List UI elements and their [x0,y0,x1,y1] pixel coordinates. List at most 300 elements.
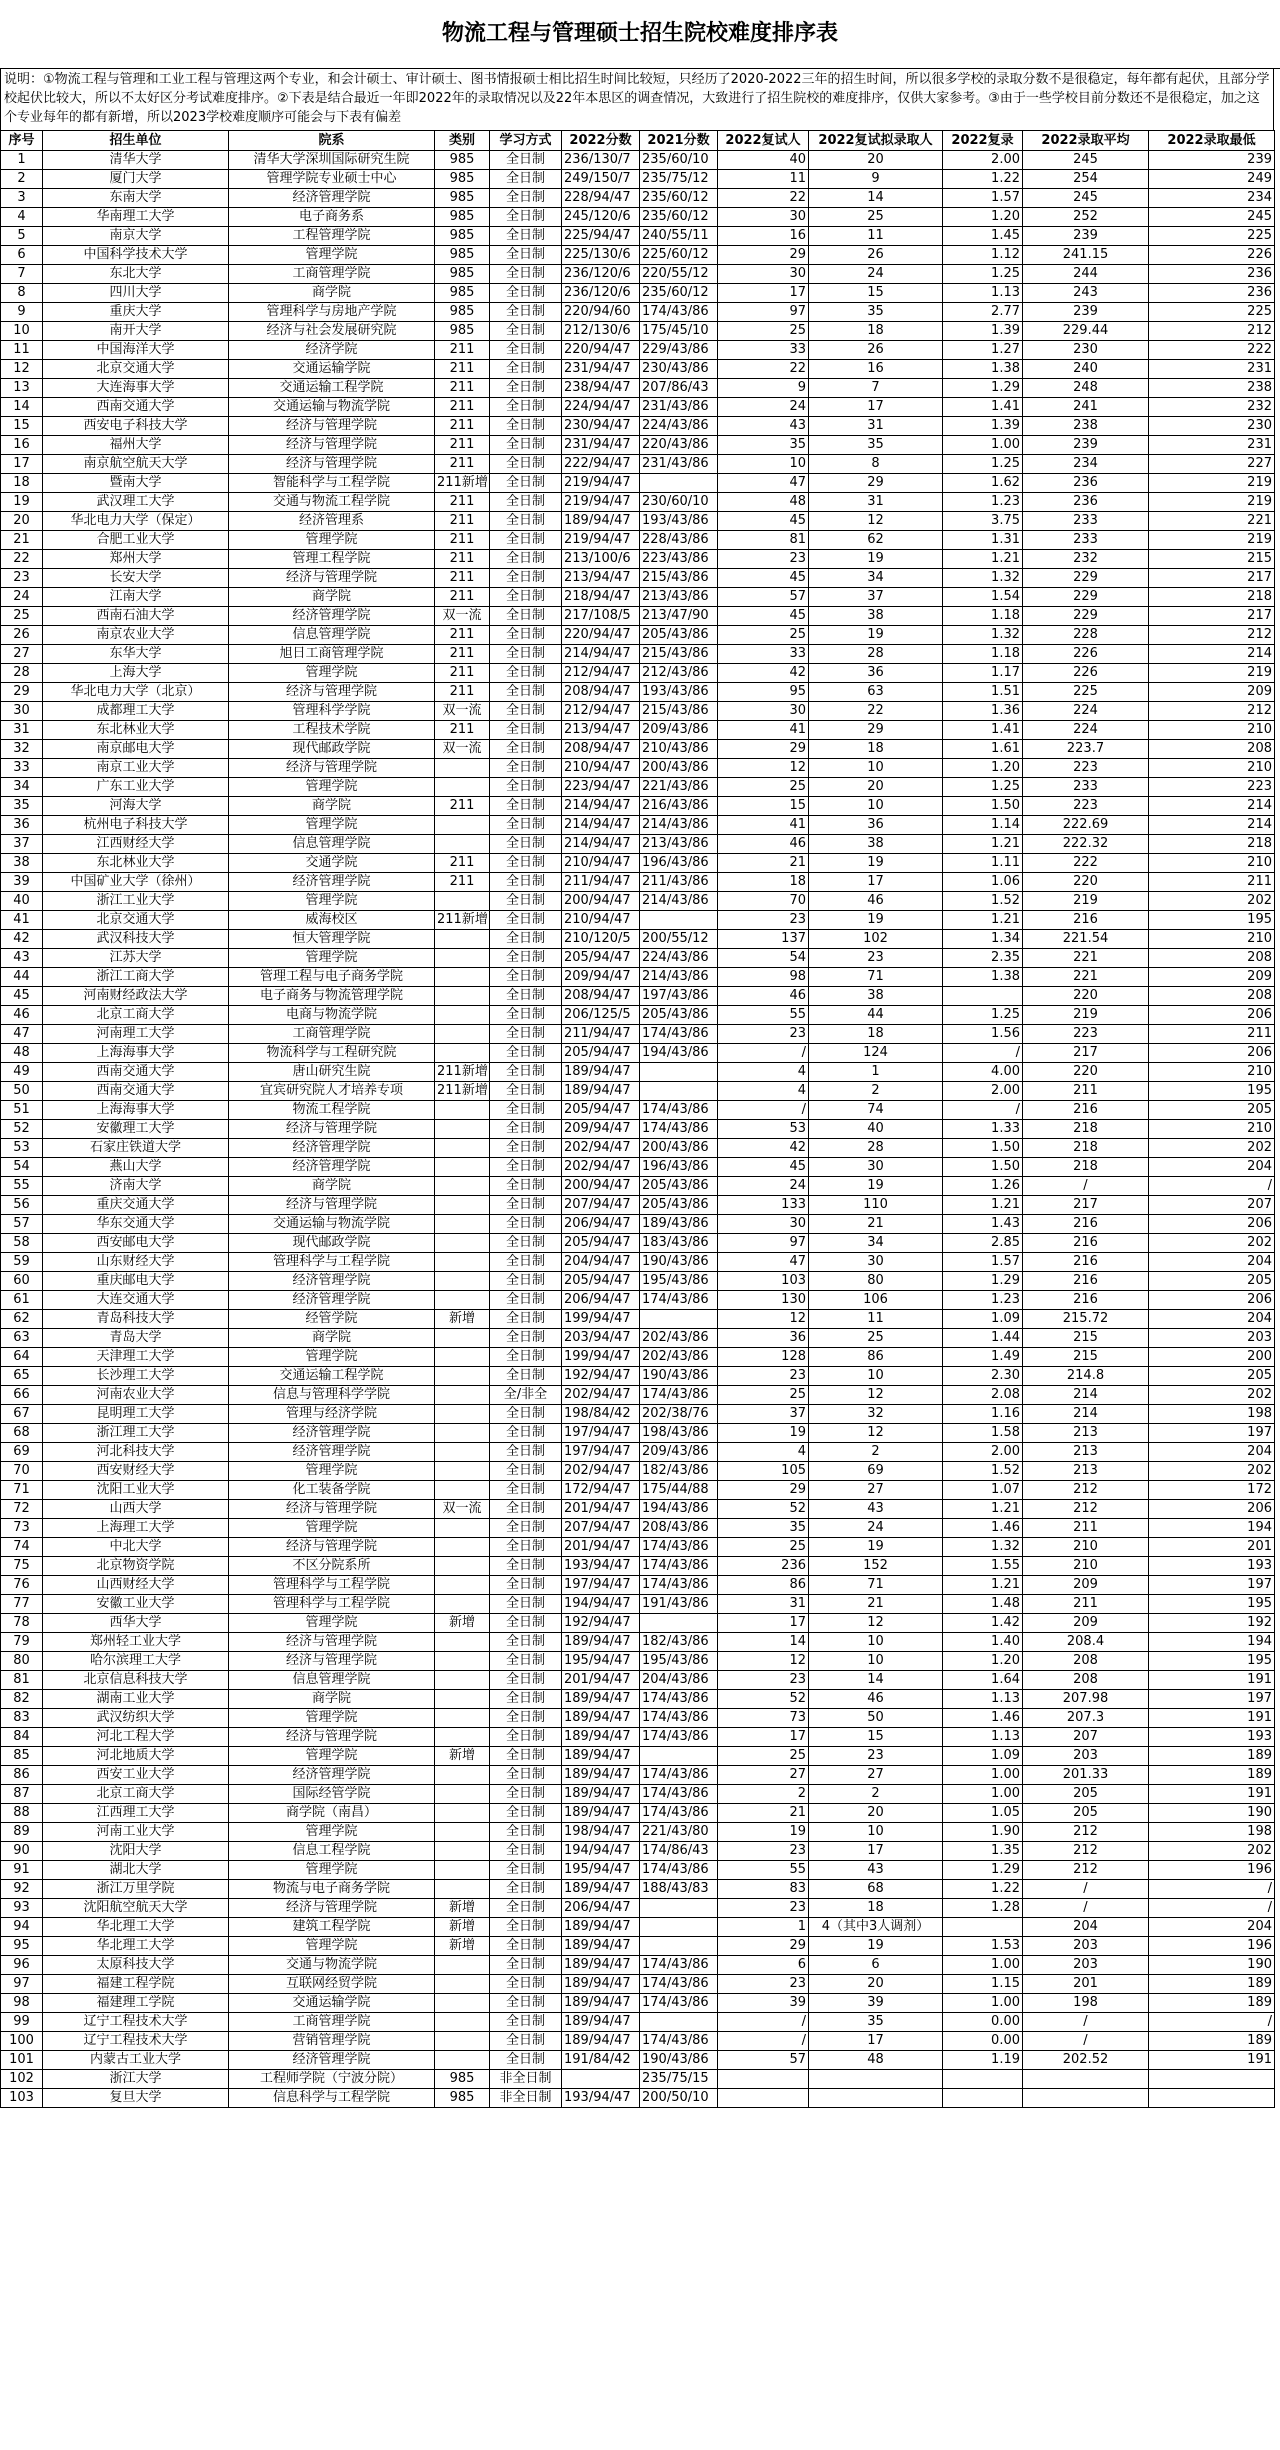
school-name-cell: 重庆交通大学 [43,1196,229,1215]
score-2022-cell: 193/94/47 [562,2089,640,2108]
minimum-score-2022-cell: 196 [1149,1937,1275,1956]
table-row [1,170,1275,189]
study-mode-cell: 全日制 [490,873,562,892]
study-mode-cell: 全日制 [490,2051,562,2070]
score-2021-cell: 175/45/10 [640,322,718,341]
minimum-score-2022-cell: 202 [1149,892,1275,911]
average-score-2022-cell: 229 [1023,569,1149,588]
department-cell: 工商管理学院 [229,2013,435,2032]
ratio-2022-cell: 1.21 [943,911,1023,930]
score-2022-cell: 204/94/47 [562,1253,640,1272]
study-mode-cell: 全日制 [490,1519,562,1538]
study-mode-cell: 全日制 [490,1291,562,1310]
interview-count-2022-cell: 23 [718,550,809,569]
school-name-cell: 山西大学 [43,1500,229,1519]
table-row [1,1576,1275,1595]
interview-count-2022-cell: 9 [718,379,809,398]
interview-count-2022-cell: 1 [718,1918,809,1937]
interview-count-2022-cell: 41 [718,816,809,835]
row-number-cell: 69 [1,1443,43,1462]
score-2021-cell [640,1747,718,1766]
score-2021-cell: 231/43/86 [640,398,718,417]
school-name-cell: 西南交通大学 [43,398,229,417]
ratio-2022-cell: 1.00 [943,1994,1023,2013]
school-name-cell: 福建工程学院 [43,1975,229,1994]
row-number-cell: 52 [1,1120,43,1139]
category-cell [435,1158,490,1177]
school-name-cell: 长沙理工大学 [43,1367,229,1386]
interview-count-2022-cell: 33 [718,341,809,360]
average-score-2022-cell: 221 [1023,949,1149,968]
admitted-count-2022-cell: 44 [809,1006,943,1025]
row-number-cell: 10 [1,322,43,341]
minimum-score-2022-cell: 189 [1149,1747,1275,1766]
category-cell [435,1994,490,2013]
category-cell [435,1728,490,1747]
header-cell: 招生单位 [43,131,229,151]
interview-count-2022-cell: 97 [718,1234,809,1253]
study-mode-cell: 全日制 [490,151,562,170]
category-cell: 双一流 [435,1500,490,1519]
average-score-2022-cell: 239 [1023,227,1149,246]
ratio-2022-cell: 1.05 [943,1804,1023,1823]
admitted-count-2022-cell: 39 [809,1994,943,2013]
interview-count-2022-cell: 25 [718,626,809,645]
score-2022-cell: 194/94/47 [562,1595,640,1614]
department-cell: 经济与管理学院 [229,683,435,702]
department-cell: 不区分院系所 [229,1557,435,1576]
score-2022-cell: 230/94/47 [562,417,640,436]
school-name-cell: 江南大学 [43,588,229,607]
average-score-2022-cell: 211 [1023,1082,1149,1101]
score-2022-cell: 223/94/47 [562,778,640,797]
score-2021-cell [640,1082,718,1101]
header-cell: 2022分数 [562,131,640,151]
school-name-cell: 暨南大学 [43,474,229,493]
row-number-cell: 51 [1,1101,43,1120]
school-name-cell: 西华大学 [43,1614,229,1633]
admitted-count-2022-cell: 17 [809,873,943,892]
score-2021-cell: 215/43/86 [640,569,718,588]
row-number-cell: 86 [1,1766,43,1785]
interview-count-2022-cell: 39 [718,1994,809,2013]
study-mode-cell: 全日制 [490,1158,562,1177]
ratio-2022-cell: 1.44 [943,1329,1023,1348]
admitted-count-2022-cell: 36 [809,664,943,683]
score-2021-cell: 221/43/80 [640,1823,718,1842]
ratio-2022-cell: 1.16 [943,1405,1023,1424]
admitted-count-2022-cell: 26 [809,341,943,360]
department-cell: 商学院 [229,588,435,607]
ratio-2022-cell: 2.00 [943,151,1023,170]
minimum-score-2022-cell: 206 [1149,1006,1275,1025]
score-2022-cell: 211/94/47 [562,873,640,892]
table-row [1,1025,1275,1044]
category-cell [435,1538,490,1557]
minimum-score-2022-cell: 210 [1149,1120,1275,1139]
study-mode-cell: 全日制 [490,379,562,398]
school-name-cell: 中北大学 [43,1538,229,1557]
study-mode-cell: 全日制 [490,550,562,569]
category-cell [435,1804,490,1823]
admitted-count-2022-cell: 9 [809,170,943,189]
study-mode-cell: 全日制 [490,1082,562,1101]
study-mode-cell: 全日制 [490,1595,562,1614]
average-score-2022-cell: 208 [1023,1652,1149,1671]
ratio-2022-cell: / [943,1101,1023,1120]
average-score-2022-cell: 213 [1023,1462,1149,1481]
score-2022-cell: 206/94/47 [562,1291,640,1310]
minimum-score-2022-cell: 189 [1149,1766,1275,1785]
table-row [1,1975,1275,1994]
table-row [1,645,1275,664]
average-score-2022-cell: 216 [1023,1291,1149,1310]
category-cell: 211 [435,873,490,892]
study-mode-cell: 全日制 [490,1652,562,1671]
study-mode-cell: 全日制 [490,2032,562,2051]
ratio-2022-cell: 2.85 [943,1234,1023,1253]
interview-count-2022-cell: 22 [718,360,809,379]
school-name-cell: 济南大学 [43,1177,229,1196]
average-score-2022-cell: 223 [1023,759,1149,778]
ratio-2022-cell: 1.07 [943,1481,1023,1500]
category-cell [435,816,490,835]
department-cell: 管理学院 [229,664,435,683]
minimum-score-2022-cell: 214 [1149,797,1275,816]
ratio-2022-cell: 1.43 [943,1215,1023,1234]
average-score-2022-cell: 214 [1023,1405,1149,1424]
score-2021-cell: 240/55/11 [640,227,718,246]
row-number-cell: 21 [1,531,43,550]
page-title: 物流工程与管理硕士招生院校难度排序表 [0,0,1280,69]
department-cell: 现代邮政学院 [229,740,435,759]
school-name-cell: 内蒙古工业大学 [43,2051,229,2070]
header-cell: 2022复录 [943,131,1023,151]
score-2021-cell: 182/43/86 [640,1462,718,1481]
minimum-score-2022-cell: 210 [1149,759,1275,778]
department-cell: 经济与管理学院 [229,417,435,436]
school-name-cell: 西安邮电大学 [43,1234,229,1253]
department-cell: 交通运输工程学院 [229,379,435,398]
score-2021-cell: 174/43/86 [640,1861,718,1880]
department-cell: 工程技术学院 [229,721,435,740]
study-mode-cell: 全日制 [490,1462,562,1481]
category-cell [435,1006,490,1025]
score-2021-cell: 175/44/88 [640,1481,718,1500]
category-cell [435,1101,490,1120]
category-cell: 211 [435,721,490,740]
score-2022-cell: 189/94/47 [562,2032,640,2051]
school-name-cell: 福州大学 [43,436,229,455]
department-cell: 管理学院 [229,1614,435,1633]
score-2021-cell: 213/47/90 [640,607,718,626]
row-number-cell: 59 [1,1253,43,1272]
study-mode-cell: 全日制 [490,474,562,493]
admitted-count-2022-cell: 48 [809,2051,943,2070]
category-cell [435,2032,490,2051]
interview-count-2022-cell: 19 [718,1424,809,1443]
school-name-cell: 浙江万里学院 [43,1880,229,1899]
admitted-count-2022-cell: 24 [809,1519,943,1538]
department-cell: 管理科学学院 [229,702,435,721]
table-row [1,778,1275,797]
study-mode-cell: 全日制 [490,1481,562,1500]
ratio-2022-cell: 1.39 [943,322,1023,341]
minimum-score-2022-cell: 198 [1149,1823,1275,1842]
score-2021-cell: 174/43/86 [640,1690,718,1709]
row-number-cell: 37 [1,835,43,854]
department-cell: 信息管理学院 [229,626,435,645]
department-cell: 工商管理学院 [229,1025,435,1044]
score-2021-cell: 174/43/86 [640,1576,718,1595]
department-cell: 管理科学与工程学院 [229,1253,435,1272]
study-mode-cell: 全日制 [490,1215,562,1234]
study-mode-cell: 全日制 [490,702,562,721]
study-mode-cell: 全日制 [490,1709,562,1728]
score-2022-cell: 200/94/47 [562,892,640,911]
department-cell: 管理学院 [229,1519,435,1538]
score-2022-cell: 206/125/5 [562,1006,640,1025]
school-name-cell: 东北林业大学 [43,721,229,740]
department-cell: 交通与物流工程学院 [229,493,435,512]
row-number-cell: 35 [1,797,43,816]
table-row [1,721,1275,740]
header-cell: 2022录取最低 [1149,131,1275,151]
average-score-2022-cell: 216 [1023,1253,1149,1272]
score-2022-cell: 209/94/47 [562,968,640,987]
table-row [1,1842,1275,1861]
study-mode-cell: 全日制 [490,854,562,873]
interview-count-2022-cell: 23 [718,1842,809,1861]
table-row [1,911,1275,930]
interview-count-2022-cell: 29 [718,246,809,265]
category-cell: 985 [435,151,490,170]
average-score-2022-cell [1023,2089,1149,2108]
department-cell: 管理学院 [229,1823,435,1842]
table-row [1,1386,1275,1405]
ratio-2022-cell: 1.61 [943,740,1023,759]
school-name-cell: 石家庄铁道大学 [43,1139,229,1158]
minimum-score-2022-cell: 206 [1149,1215,1275,1234]
average-score-2022-cell: 222.69 [1023,816,1149,835]
minimum-score-2022-cell: 236 [1149,284,1275,303]
average-score-2022-cell: 201 [1023,1975,1149,1994]
category-cell [435,1367,490,1386]
average-score-2022-cell: 214.8 [1023,1367,1149,1386]
study-mode-cell: 全日制 [490,721,562,740]
admitted-count-2022-cell: 34 [809,1234,943,1253]
minimum-score-2022-cell: 206 [1149,1500,1275,1519]
study-mode-cell: 全日制 [490,1747,562,1766]
admitted-count-2022-cell: 22 [809,702,943,721]
ratio-2022-cell: 1.46 [943,1519,1023,1538]
score-2022-cell: 225/130/6 [562,246,640,265]
score-2021-cell: 228/43/86 [640,531,718,550]
average-score-2022-cell: 198 [1023,1994,1149,2013]
interview-count-2022-cell: 55 [718,1006,809,1025]
admitted-count-2022-cell: 17 [809,398,943,417]
minimum-score-2022-cell: 208 [1149,987,1275,1006]
department-cell: 管理科学与房地产学院 [229,303,435,322]
score-2022-cell: 214/94/47 [562,797,640,816]
table-row [1,1671,1275,1690]
category-cell [435,1291,490,1310]
interview-count-2022-cell: 23 [718,911,809,930]
score-2021-cell: 200/55/12 [640,930,718,949]
school-name-cell: 中国科学技术大学 [43,246,229,265]
study-mode-cell: 全日制 [490,569,562,588]
study-mode-cell: 全日制 [490,1861,562,1880]
department-cell: 经济管理学院 [229,1291,435,1310]
table-row [1,1196,1275,1215]
category-cell: 211 [435,531,490,550]
category-cell [435,1405,490,1424]
average-score-2022-cell: 226 [1023,664,1149,683]
minimum-score-2022-cell: 218 [1149,835,1275,854]
average-score-2022-cell: / [1023,2032,1149,2051]
row-number-cell: 55 [1,1177,43,1196]
score-2022-cell: 219/94/47 [562,531,640,550]
ranking-table-container [0,130,1275,2108]
interview-count-2022-cell: 48 [718,493,809,512]
school-name-cell: 华北理工大学 [43,1918,229,1937]
score-2021-cell: 207/86/43 [640,379,718,398]
category-cell: 985 [435,322,490,341]
average-score-2022-cell: 216 [1023,1234,1149,1253]
interview-count-2022-cell: 53 [718,1120,809,1139]
department-cell: 管理学院 [229,1709,435,1728]
table-row [1,436,1275,455]
interview-count-2022-cell: 25 [718,778,809,797]
score-2021-cell: 194/43/86 [640,1500,718,1519]
score-2022-cell: 205/94/47 [562,949,640,968]
score-2021-cell: 174/43/86 [640,1766,718,1785]
department-cell: 物流与电子商务学院 [229,1880,435,1899]
score-2022-cell: 238/94/47 [562,379,640,398]
department-cell: 经济管理系 [229,512,435,531]
ratio-2022-cell: 1.42 [943,1614,1023,1633]
category-cell [435,1823,490,1842]
study-mode-cell: 全日制 [490,265,562,284]
score-2022-cell: 189/94/47 [562,1937,640,1956]
row-number-cell: 97 [1,1975,43,1994]
interview-count-2022-cell: 21 [718,854,809,873]
interview-count-2022-cell: 83 [718,1880,809,1899]
average-score-2022-cell: 215 [1023,1348,1149,1367]
ratio-2022-cell: 1.11 [943,854,1023,873]
average-score-2022-cell: 216 [1023,1215,1149,1234]
minimum-score-2022-cell: 195 [1149,1595,1275,1614]
row-number-cell: 13 [1,379,43,398]
average-score-2022-cell: 226 [1023,645,1149,664]
interview-count-2022-cell: 105 [718,1462,809,1481]
interview-count-2022-cell: 25 [718,1538,809,1557]
school-name-cell: 浙江工商大学 [43,968,229,987]
interview-count-2022-cell: 23 [718,1025,809,1044]
score-2022-cell: 205/94/47 [562,1234,640,1253]
minimum-score-2022-cell: 217 [1149,607,1275,626]
study-mode-cell: 全日制 [490,455,562,474]
average-score-2022-cell: 228 [1023,626,1149,645]
interview-count-2022-cell: 29 [718,740,809,759]
score-2021-cell: 208/43/86 [640,1519,718,1538]
admitted-count-2022-cell: 18 [809,1899,943,1918]
interview-count-2022-cell: 103 [718,1272,809,1291]
row-number-cell: 39 [1,873,43,892]
row-number-cell: 70 [1,1462,43,1481]
minimum-score-2022-cell: 212 [1149,626,1275,645]
score-2021-cell: 205/43/86 [640,1177,718,1196]
average-score-2022-cell: 209 [1023,1614,1149,1633]
minimum-score-2022-cell: 194 [1149,1519,1275,1538]
study-mode-cell: 全日制 [490,1405,562,1424]
ratio-2022-cell: 1.00 [943,1785,1023,1804]
school-name-cell: 浙江工业大学 [43,892,229,911]
category-cell [435,1234,490,1253]
minimum-score-2022-cell: 249 [1149,170,1275,189]
department-cell: 电子商务系 [229,208,435,227]
department-cell: 智能科学与工程学院 [229,474,435,493]
header-cell: 2022复试人 [718,131,809,151]
interview-count-2022-cell: 55 [718,1861,809,1880]
study-mode-cell: 全日制 [490,664,562,683]
row-number-cell: 76 [1,1576,43,1595]
admitted-count-2022-cell: 50 [809,1709,943,1728]
admitted-count-2022-cell: 12 [809,1614,943,1633]
ratio-2022-cell: 1.22 [943,1880,1023,1899]
school-name-cell: 上海大学 [43,664,229,683]
minimum-score-2022-cell: 219 [1149,531,1275,550]
admitted-count-2022-cell: 35 [809,303,943,322]
score-2021-cell: 235/60/12 [640,284,718,303]
admitted-count-2022-cell: 2 [809,1443,943,1462]
category-cell: 新增 [435,1747,490,1766]
category-cell [435,1766,490,1785]
category-cell [435,1880,490,1899]
school-name-cell: 重庆大学 [43,303,229,322]
table-row [1,2032,1275,2051]
row-number-cell: 65 [1,1367,43,1386]
admitted-count-2022-cell: 21 [809,1595,943,1614]
score-2021-cell: 198/43/86 [640,1424,718,1443]
department-cell: 交通运输工程学院 [229,1367,435,1386]
minimum-score-2022-cell: 202 [1149,1139,1275,1158]
score-2021-cell: 190/43/86 [640,1253,718,1272]
minimum-score-2022-cell: 195 [1149,1082,1275,1101]
ratio-2022-cell: 1.13 [943,1690,1023,1709]
average-score-2022-cell: 213 [1023,1424,1149,1443]
study-mode-cell: 非全日制 [490,2070,562,2089]
table-row [1,968,1275,987]
table-row [1,208,1275,227]
school-name-cell: 河海大学 [43,797,229,816]
category-cell: 211 [435,854,490,873]
table-row [1,531,1275,550]
ratio-2022-cell: 1.31 [943,531,1023,550]
department-cell: 管理学院 [229,778,435,797]
school-name-cell: 河南工业大学 [43,1823,229,1842]
study-mode-cell: 全日制 [490,778,562,797]
table-row [1,1937,1275,1956]
category-cell [435,1861,490,1880]
study-mode-cell: 全日制 [490,2013,562,2032]
study-mode-cell: 全日制 [490,436,562,455]
row-number-cell: 77 [1,1595,43,1614]
row-number-cell: 14 [1,398,43,417]
row-number-cell: 11 [1,341,43,360]
admitted-count-2022-cell: 40 [809,1120,943,1139]
row-number-cell: 1 [1,151,43,170]
